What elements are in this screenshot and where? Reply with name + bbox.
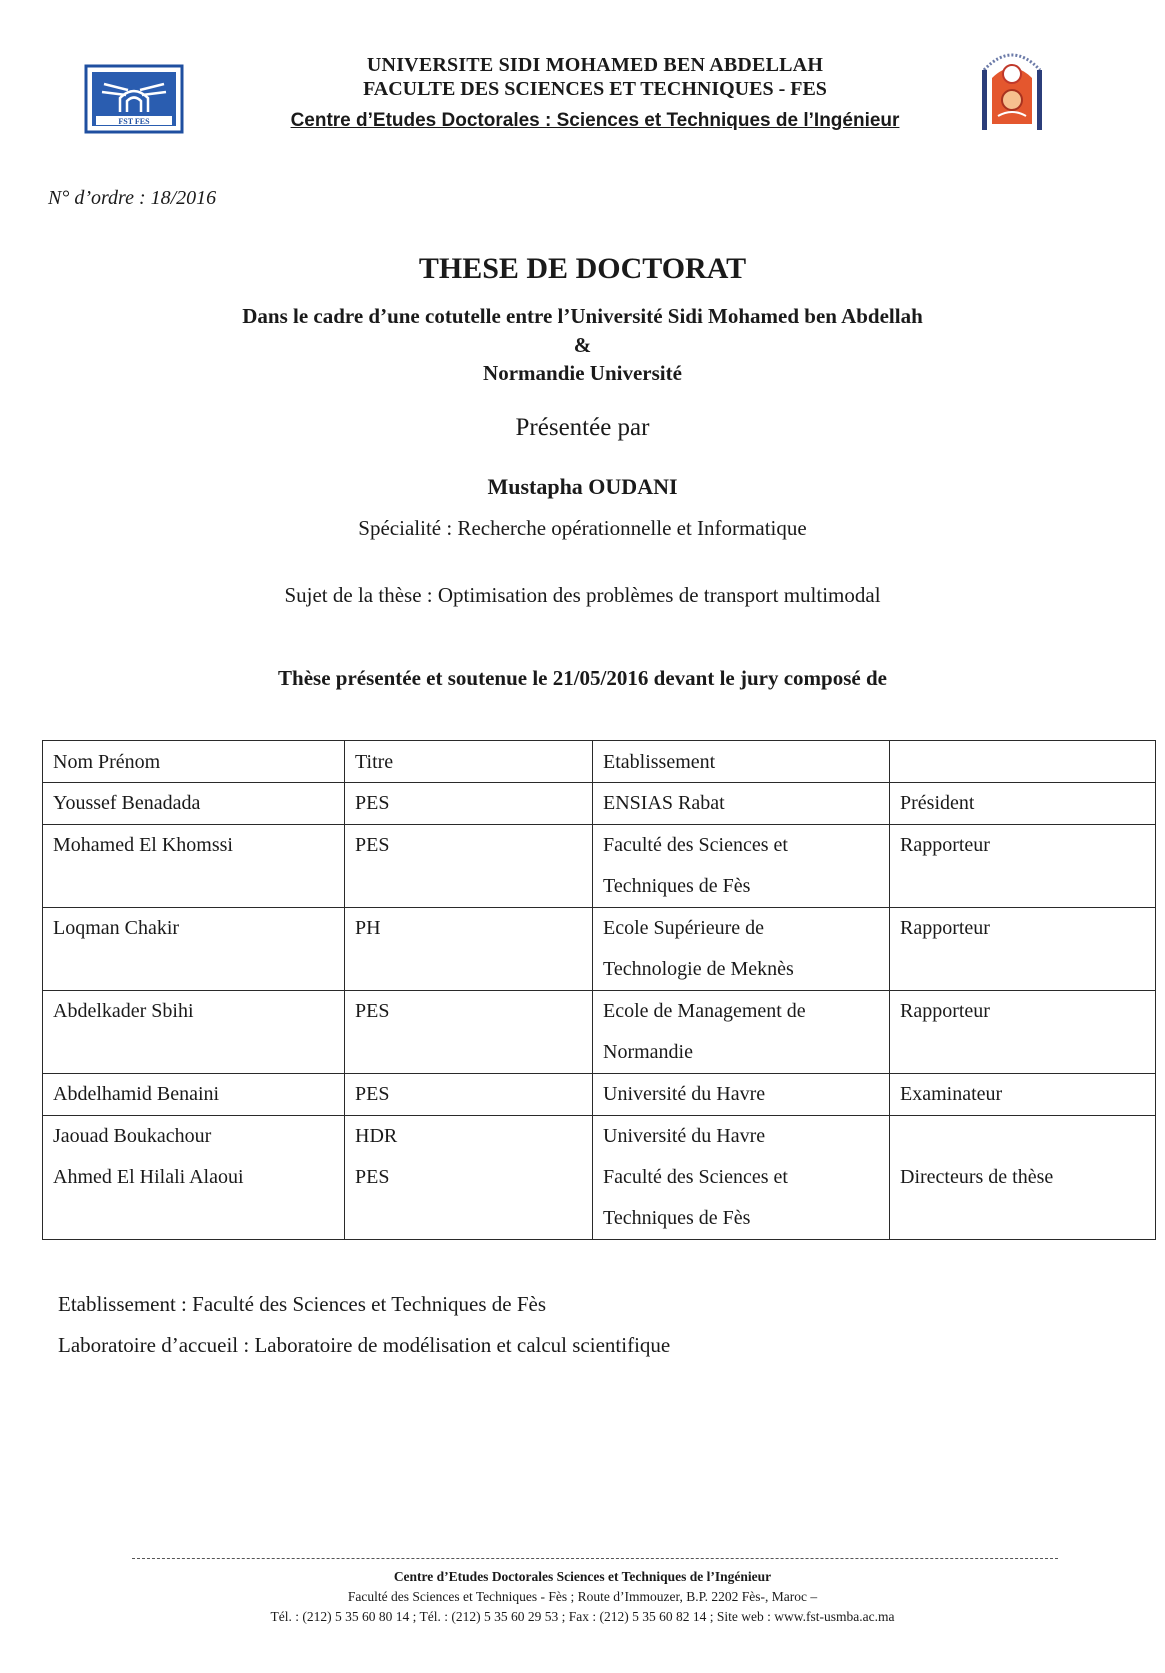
member-title-cell [345,825,593,908]
table-row [43,825,1156,908]
table-row [43,783,1156,825]
member-institution: Normandie [603,1041,693,1063]
table-row [43,908,1156,991]
member-institution-cell [593,1074,890,1116]
jury-table [42,740,1156,1240]
host-institution: Etablissement : Faculté des Sciences et Techniques de Fès [58,1292,547,1316]
defense-statement: Thèse présentée et soutenue le 21/05/2016 devant le jury composé de [278,666,887,690]
member-title-cell [345,783,593,825]
member-institution: Université du Havre [603,1083,766,1105]
member-title-cell [345,1074,593,1116]
member-role: Président [890,783,1156,825]
member-name: Ahmed El Hilali Alaoui [53,1166,244,1188]
member-title: PES [355,834,390,856]
member-institution: Techniques de Fès [603,1207,751,1229]
member-title: PES [355,792,390,814]
partner-university: Normandie Université [483,361,682,385]
member-title-cell [345,908,593,991]
host-laboratory: Laboratoire d’accueil : Laboratoire de modélisation et calcul scientifique [58,1333,671,1357]
member-institution: Faculté des Sciences et [603,1166,788,1188]
table-row [43,1116,1156,1240]
member-title-cell [345,1116,593,1240]
fst-fes-logo [84,64,184,134]
cotutelle-line: Dans le cadre d’une cotutelle entre l’Université Sidi Mohamed ben Abdellah [242,304,923,328]
member-title: PES [355,1166,390,1188]
member-title: PH [355,917,381,939]
fst-logo-text: FST FES [118,117,150,126]
thesis-title: THESE DE DOCTORAT [418,252,747,285]
member-institution: Faculté des Sciences et [603,834,788,856]
ampersand: & [573,333,592,357]
usmba-emblem-icon [976,44,1048,136]
member-name-cell [43,1116,345,1240]
member-institution: Techniques de Fès [603,875,751,897]
member-institution: Ecole de Management de [603,1000,806,1022]
member-name-cell [43,1074,345,1116]
member-institution-cell [593,825,890,908]
member-name-cell [43,908,345,991]
member-title: HDR [355,1125,398,1147]
member-name-cell [43,825,345,908]
column-header-title: Titre [345,741,593,783]
footer-divider [132,1558,1058,1559]
order-number: N° d’ordre : 18/2016 [48,187,217,209]
member-name: Youssef Benadada [53,792,201,814]
member-role: Rapporteur [890,825,1156,908]
member-title: PES [355,1000,390,1022]
thesis-subject: Sujet de la thèse : Optimisation des problèmes de transport multimodal [284,583,881,607]
member-name-cell [43,783,345,825]
author-name: Mustapha OUDANI [487,474,678,499]
faculty-name: FACULTE DES SCIENCES ET TECHNIQUES - FES [363,78,827,100]
specialty: Spécialité : Recherche opérationnelle et Informatique [358,516,807,540]
member-institution: ENSIAS Rabat [603,792,725,814]
member-institution: Ecole Supérieure de [603,917,765,939]
footer-address: Faculté des Sciences et Techniques - Fès ; Route d’Immouzer, B.P. 2202 Fès-, Maroc – [347,1589,818,1604]
table-row [43,991,1156,1074]
jury-header-row [43,741,1156,783]
column-header-name: Nom Prénom [43,741,345,783]
member-role: Rapporteur [890,991,1156,1074]
member-name-cell [43,991,345,1074]
footer-contact: Tél. : (212) 5 35 60 80 14 ; Tél. : (212) 5 35 60 29 53 ; Fax : (212) 5 35 60 82 14 ; Site web : www.fst-usmba.ac.ma [270,1609,895,1624]
member-role: Directeurs de thèse [890,1116,1156,1240]
column-header-role [890,741,1156,783]
university-name: UNIVERSITE SIDI MOHAMED BEN ABDELLAH [366,54,824,76]
footer-title: Centre d’Etudes Doctorales Sciences et Techniques de l’Ingénieur [393,1569,772,1584]
member-role: Examinateur [890,1074,1156,1116]
member-name: Abdelkader Sbihi [53,1000,194,1022]
member-institution-cell [593,908,890,991]
member-name: Jaouad Boukachour [53,1125,212,1147]
presented-by: Présentée par [515,414,650,441]
column-header-institution: Etablissement [593,741,890,783]
member-institution: Université du Havre [603,1125,766,1147]
member-institution-cell [593,991,890,1074]
member-title: PES [355,1083,390,1105]
member-role: Rapporteur [890,908,1156,991]
member-institution-cell [593,1116,890,1240]
member-name: Mohamed El Khomssi [53,834,233,856]
table-row [43,1074,1156,1116]
member-name: Loqman Chakir [53,917,180,939]
doctoral-center-name: Centre d’Etudes Doctorales : Sciences et Techniques de l’Ingénieur [290,110,900,131]
member-title-cell [345,991,593,1074]
member-institution-cell [593,783,890,825]
member-name: Abdelhamid Benaini [53,1083,220,1105]
member-institution: Technologie de Meknès [603,958,794,980]
